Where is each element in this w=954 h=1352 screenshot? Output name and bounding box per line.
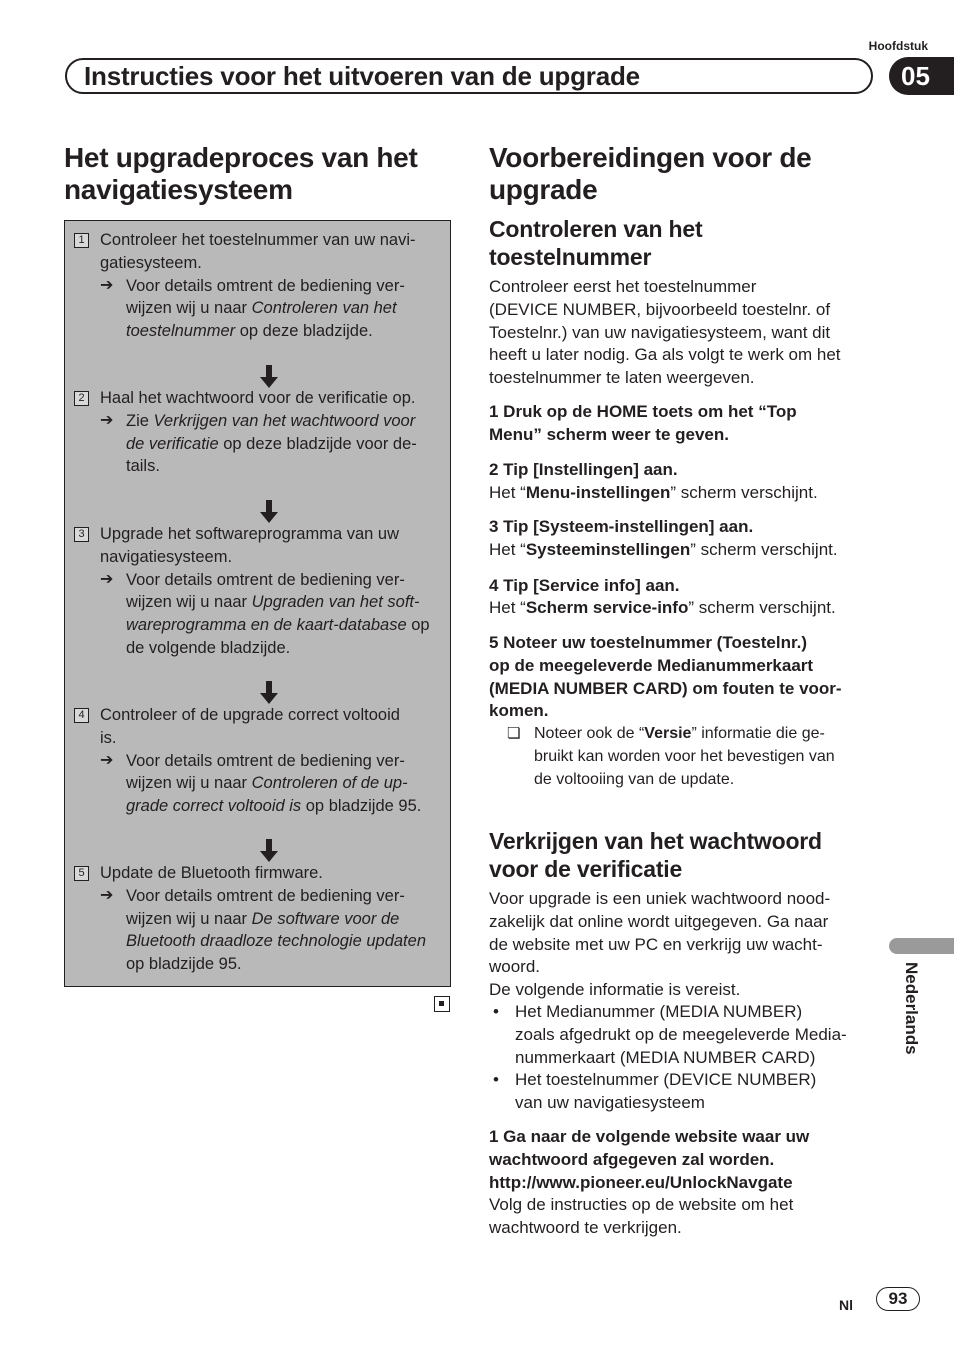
arrow-bullet-icon: ➔ bbox=[100, 276, 114, 294]
text-line: heeft u later nodig. Ga als volgt te werk om het bbox=[489, 345, 841, 365]
step-subitem bbox=[100, 750, 444, 818]
website-instructions bbox=[489, 1194, 889, 1240]
text-part: ” scherm verschijnt. bbox=[690, 540, 838, 559]
text-part: de voltooiing van de update. bbox=[534, 770, 735, 788]
procedure-step-3 bbox=[74, 523, 444, 660]
text-line: Controleer eerst het toestelnummer bbox=[489, 277, 757, 296]
section-end-mark-icon bbox=[434, 996, 450, 1012]
text-part: Noteer ook de “ bbox=[534, 725, 645, 742]
arrow-bullet-icon: ➔ bbox=[100, 411, 114, 429]
down-arrow-icon bbox=[258, 839, 280, 863]
step-text: Controleer of de upgrade correct voltooid bbox=[100, 706, 400, 724]
arrow-bullet-icon: ➔ bbox=[100, 886, 114, 904]
chapter-label: Hoofdstuk bbox=[868, 39, 928, 53]
list-item bbox=[489, 1001, 889, 1069]
page-number: 93 bbox=[876, 1287, 920, 1311]
screen-name: Menu-instellingen bbox=[525, 483, 671, 502]
text-line: komen. bbox=[489, 701, 549, 721]
step-text: Controleer het toestelnummer van uw navi- bbox=[100, 231, 416, 249]
step-text: Update de Bluetooth firmware. bbox=[100, 864, 323, 882]
procedure-step-5 bbox=[74, 862, 444, 976]
text-part: ” informatie die ge- bbox=[691, 725, 825, 742]
cross-reference-link[interactable]: De software voor de bbox=[251, 909, 400, 928]
sub-text: wijzen wij u naar bbox=[126, 774, 252, 793]
language-code: Nl bbox=[839, 1297, 853, 1313]
text-line: zoals afgedrukt op de meegeleverde Media- bbox=[515, 1024, 847, 1044]
heading-line: Controleren van het bbox=[489, 216, 703, 242]
language-tab bbox=[889, 938, 954, 954]
section-heading-device-number bbox=[489, 215, 889, 271]
sub-text: op bladzijde 95. bbox=[126, 955, 242, 974]
text-line: wachtwoord te verkrijgen. bbox=[489, 1217, 682, 1237]
sub-text: op deze bladzijde voor de- bbox=[218, 434, 417, 453]
text-part: Het “ bbox=[489, 483, 526, 502]
text-line: (MEDIA NUMBER CARD) om fouten te voor- bbox=[489, 678, 842, 698]
cross-reference-link[interactable]: Bluetooth draadloze technologie updaten bbox=[126, 932, 426, 951]
text-line: De volgende informatie is vereist. bbox=[489, 980, 741, 1000]
section-heading-password bbox=[489, 827, 899, 883]
step-3-result bbox=[489, 539, 838, 562]
sub-text: de volgende bladzijde. bbox=[126, 638, 291, 657]
text-line: Menu” scherm weer te geven. bbox=[489, 424, 729, 444]
step-5-note-number bbox=[489, 632, 889, 723]
text-part: ” scherm verschijnt. bbox=[688, 598, 836, 617]
step-4-result bbox=[489, 597, 836, 620]
sub-text: wijzen wij u naar bbox=[126, 299, 252, 318]
version-label: Versie bbox=[644, 725, 692, 742]
sub-text: op bladzijde 95. bbox=[301, 797, 422, 816]
heading-line: Verkrijgen van het wachtwoord bbox=[489, 828, 822, 854]
unlock-url-link[interactable]: http://www.pioneer.eu/UnlockNavgate bbox=[489, 1173, 793, 1192]
step-number-box: 2 bbox=[74, 391, 89, 406]
text-line: 1 Ga naar de volgende website waar uw bbox=[489, 1127, 810, 1146]
right-heading-line: Voorbereidingen voor de bbox=[489, 142, 812, 173]
sub-text: tails. bbox=[126, 457, 160, 476]
right-heading-line: upgrade bbox=[489, 174, 598, 205]
text-line: nummerkaart (MEDIA NUMBER CARD) bbox=[515, 1047, 816, 1067]
step-4-service-info: 4 Tip [Service info] aan. bbox=[489, 576, 680, 595]
text-line: woord. bbox=[489, 957, 541, 977]
text-line: Volg de instructies op de website om het bbox=[489, 1195, 794, 1214]
text-line: toestelnummer te laten weergeven. bbox=[489, 368, 755, 388]
sub-text: op deze bladzijde. bbox=[235, 322, 373, 341]
required-info-list bbox=[489, 1001, 889, 1115]
text-line: Het toestelnummer (DEVICE NUMBER) bbox=[515, 1070, 817, 1090]
step-text: Upgrade het softwareprogramma van uw bbox=[100, 525, 399, 543]
step-1-home bbox=[489, 401, 889, 447]
heading-line: toestelnummer bbox=[489, 244, 652, 270]
device-number-intro bbox=[489, 276, 889, 390]
sub-text: Voor details omtrent de bediening ver- bbox=[126, 751, 405, 770]
text-line: 1 Druk op de HOME toets om het “Top bbox=[489, 402, 797, 421]
note-box-icon: ❏ bbox=[507, 725, 521, 742]
bullet-icon: • bbox=[493, 1002, 499, 1021]
step-2-settings: 2 Tip [Instellingen] aan. bbox=[489, 460, 678, 479]
chapter-number-badge: 05 bbox=[889, 57, 954, 95]
left-heading-line: Het upgradeproces van het bbox=[64, 142, 418, 173]
cross-reference-link[interactable]: Verkrijgen van het wachtwoord voor bbox=[153, 411, 416, 430]
step-subitem bbox=[100, 885, 444, 976]
screen-name: Scherm service-info bbox=[525, 598, 689, 617]
text-part: Het “ bbox=[489, 598, 526, 617]
sub-text: wijzen wij u naar bbox=[126, 909, 252, 928]
version-note bbox=[507, 723, 877, 791]
step-3-system-settings: 3 Tip [Systeem-instellingen] aan. bbox=[489, 517, 754, 536]
language-tab-label bbox=[897, 962, 927, 1082]
step-number-box: 4 bbox=[74, 708, 89, 723]
left-heading-line: navigatiesysteem bbox=[64, 174, 293, 205]
bullet-icon: • bbox=[493, 1070, 499, 1090]
step-number-box: 3 bbox=[74, 527, 89, 542]
down-arrow-icon bbox=[258, 365, 280, 389]
text-line: Voor upgrade is een uniek wachtwoord nood- bbox=[489, 889, 831, 908]
text-line: zakelijk dat online wordt uitgegeven. Ga naar bbox=[489, 911, 829, 931]
header-title: Instructies voor het uitvoeren van de upgrade bbox=[84, 61, 640, 91]
procedure-step-4 bbox=[74, 704, 444, 818]
down-arrow-icon bbox=[258, 500, 280, 524]
text-line: op de meegeleverde Medianummerkaart bbox=[489, 655, 814, 675]
text-line: Het Medianummer (MEDIA NUMBER) bbox=[515, 1002, 803, 1021]
step-text: gatiesysteem. bbox=[100, 253, 202, 272]
text-line: 5 Noteer uw toestelnummer (Toestelnr.) bbox=[489, 633, 808, 652]
text-part: ” scherm verschijnt. bbox=[670, 483, 818, 502]
procedure-step-1 bbox=[74, 229, 444, 343]
step-number-box: 5 bbox=[74, 866, 89, 881]
sub-text: Voor details omtrent de bediening ver- bbox=[126, 886, 405, 905]
text-line: Toestelnr.) van uw navigatiesysteem, want dit bbox=[489, 322, 831, 342]
cross-reference-link[interactable]: Controleren of de up- bbox=[251, 774, 408, 793]
sub-text: op bbox=[406, 616, 430, 635]
cross-reference-link[interactable]: toestelnummer bbox=[126, 322, 236, 341]
text-part: bruikt kan worden voor het bevestigen van bbox=[534, 747, 835, 765]
arrow-bullet-icon: ➔ bbox=[100, 751, 114, 769]
right-heading bbox=[489, 142, 889, 206]
cross-reference-link[interactable]: Upgraden van het soft- bbox=[251, 593, 420, 612]
step-2-result bbox=[489, 482, 818, 505]
step-text: Haal het wachtwoord voor de verificatie op. bbox=[100, 389, 416, 407]
text-line: van uw navigatiesysteem bbox=[515, 1093, 705, 1113]
sub-text: wijzen wij u naar bbox=[126, 593, 252, 612]
language-text: Nederlands bbox=[902, 962, 921, 1055]
text-part: Het “ bbox=[489, 540, 526, 559]
step-number-box: 1 bbox=[74, 233, 89, 248]
step-1-website bbox=[489, 1126, 889, 1172]
sub-text: Voor details omtrent de bediening ver- bbox=[126, 276, 405, 295]
step-subitem bbox=[100, 410, 444, 478]
text-line: de website met uw PC en verkrijg uw wacht- bbox=[489, 934, 823, 954]
step-subitem bbox=[100, 275, 444, 343]
step-text: is. bbox=[100, 728, 117, 747]
heading-line: voor de verificatie bbox=[489, 856, 683, 882]
cross-reference-link[interactable]: wareprogramma en de kaart-database bbox=[126, 616, 407, 635]
text-line: (DEVICE NUMBER, bijvoorbeeld toestelnr. of bbox=[489, 299, 831, 319]
list-item bbox=[489, 1069, 889, 1115]
down-arrow-icon bbox=[258, 681, 280, 705]
password-intro bbox=[489, 888, 889, 1002]
left-heading bbox=[64, 142, 464, 206]
cross-reference-link[interactable]: Controleren van het bbox=[251, 299, 397, 318]
step-text: navigatiesysteem. bbox=[100, 547, 233, 566]
cross-reference-link[interactable]: de verificatie bbox=[126, 434, 219, 453]
step-subitem bbox=[100, 569, 444, 660]
sub-text: Voor details omtrent de bediening ver- bbox=[126, 570, 405, 589]
arrow-bullet-icon: ➔ bbox=[100, 570, 114, 588]
text-line: wachtwoord afgegeven zal worden. bbox=[489, 1149, 775, 1169]
cross-reference-link[interactable]: grade correct voltooid is bbox=[126, 797, 302, 816]
screen-name: Systeeminstellingen bbox=[525, 540, 691, 559]
sub-text: Zie bbox=[126, 411, 154, 430]
procedure-step-2 bbox=[74, 387, 444, 478]
